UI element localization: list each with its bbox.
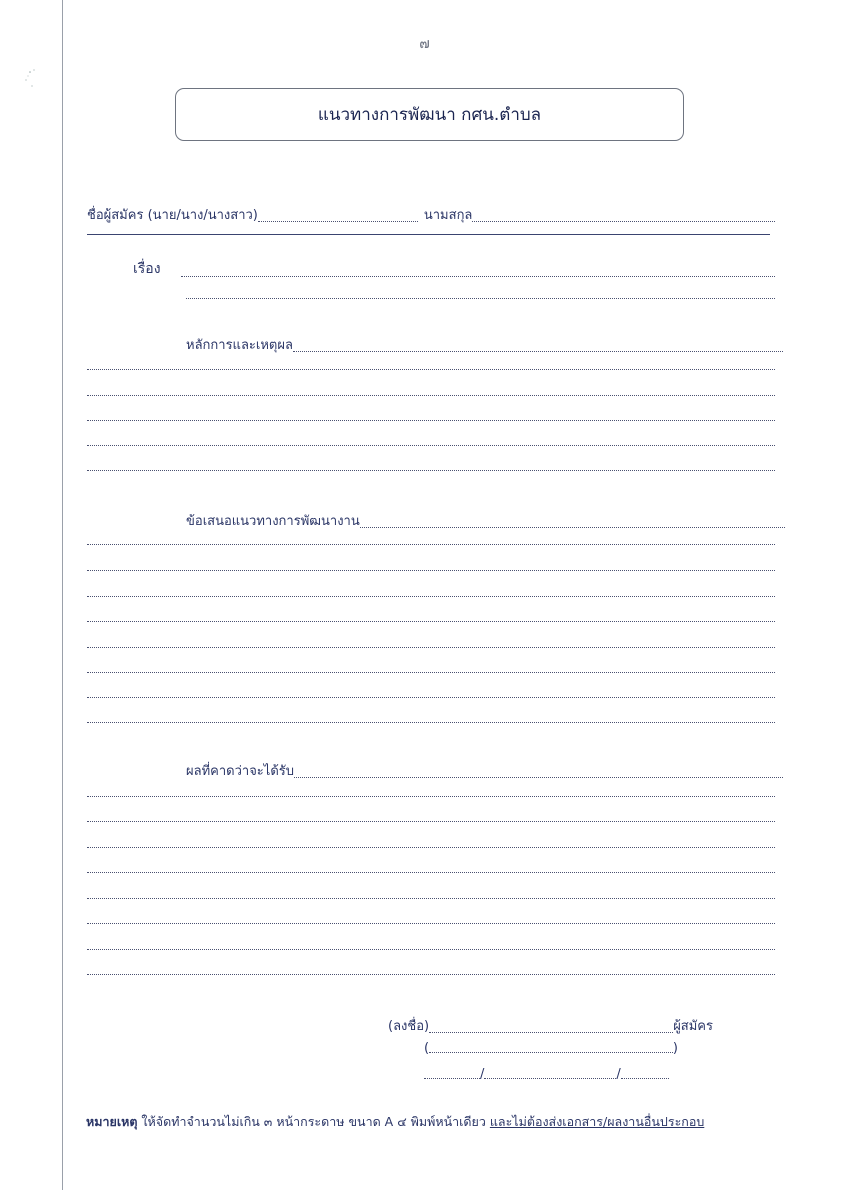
subject-field-1[interactable] bbox=[181, 275, 775, 277]
expected-line[interactable] bbox=[87, 974, 775, 975]
expected-line[interactable] bbox=[87, 923, 775, 924]
surname-field[interactable] bbox=[472, 220, 775, 222]
expected-line[interactable] bbox=[87, 796, 775, 797]
date-month-field[interactable] bbox=[484, 1077, 616, 1079]
proposal-line[interactable] bbox=[87, 672, 775, 673]
header-divider bbox=[87, 234, 770, 235]
expected-row bbox=[186, 760, 783, 781]
expected-label: ผลที่คาดว่าจะได้รับ bbox=[186, 764, 295, 779]
expected-line[interactable] bbox=[87, 898, 775, 899]
subject-row bbox=[133, 258, 775, 280]
proposal-line[interactable] bbox=[87, 621, 775, 622]
proposal-line[interactable] bbox=[87, 647, 775, 648]
subject-label: เรื่อง bbox=[133, 261, 161, 277]
date-separator: / bbox=[480, 1067, 485, 1082]
note-text: ให้จัดทำจำนวนไม่เกิน ๓ หน้ากระดาษ ขนาด A ๔ พิมพ์หน้าเดียว bbox=[137, 1114, 490, 1129]
date-day-field[interactable] bbox=[424, 1077, 480, 1079]
subject-field-2[interactable] bbox=[186, 298, 775, 299]
proposal-line[interactable] bbox=[87, 544, 775, 545]
date-separator: / bbox=[616, 1067, 621, 1082]
principles-line[interactable] bbox=[87, 395, 775, 396]
proposal-field-0[interactable] bbox=[360, 526, 785, 528]
expected-line[interactable] bbox=[87, 821, 775, 822]
printed-name-row bbox=[424, 1041, 678, 1056]
principles-label: หลักการและเหตุผล bbox=[186, 338, 293, 353]
signature-field[interactable] bbox=[429, 1031, 673, 1033]
applicant-name-row bbox=[87, 204, 775, 225]
principles-field-0[interactable] bbox=[293, 350, 783, 352]
proposal-line[interactable] bbox=[87, 596, 775, 597]
applicant-name-label: ชื่อผู้สมัคร (นาย/นาง/นางสาว) bbox=[87, 208, 258, 223]
scan-specks bbox=[22, 62, 52, 92]
date-row bbox=[424, 1067, 672, 1082]
paren-close: ) bbox=[672, 1041, 678, 1056]
principles-line[interactable] bbox=[87, 470, 775, 471]
proposal-row bbox=[186, 510, 785, 531]
page-number: ๗ bbox=[419, 36, 430, 52]
proposal-line[interactable] bbox=[87, 697, 775, 698]
page-title: แนวทางการพัฒนา กศน.ตำบล bbox=[317, 105, 542, 125]
principles-line[interactable] bbox=[87, 445, 775, 446]
left-margin-line bbox=[62, 0, 63, 1190]
printed-name-field[interactable] bbox=[429, 1051, 673, 1053]
surname-label: นามสกุล bbox=[423, 208, 473, 223]
applicant-role-label: ผู้สมัคร bbox=[673, 1019, 713, 1034]
proposal-line[interactable] bbox=[87, 722, 775, 723]
note-underlined-text: และไม่ต้องส่งเอกสาร/ผลงานอื่นประกอบ bbox=[489, 1114, 705, 1129]
expected-line[interactable] bbox=[87, 847, 775, 848]
proposal-label: ข้อเสนอแนวทางการพัฒนางาน bbox=[186, 514, 360, 529]
note-label: หมายเหตุ bbox=[86, 1114, 138, 1129]
sign-label: (ลงชื่อ) bbox=[388, 1019, 430, 1034]
footnote bbox=[86, 1112, 786, 1132]
expected-line[interactable] bbox=[87, 872, 775, 873]
principles-line[interactable] bbox=[87, 369, 775, 370]
applicant-name-field[interactable] bbox=[258, 220, 418, 222]
principles-line[interactable] bbox=[87, 420, 775, 421]
signature-row bbox=[388, 1015, 713, 1036]
expected-line[interactable] bbox=[87, 949, 775, 950]
proposal-line[interactable] bbox=[87, 570, 775, 571]
date-year-field[interactable] bbox=[621, 1077, 669, 1079]
principles-row bbox=[186, 334, 783, 355]
expected-field-0[interactable] bbox=[294, 776, 783, 778]
paren-open: ( bbox=[424, 1041, 430, 1056]
title-box bbox=[175, 88, 684, 141]
